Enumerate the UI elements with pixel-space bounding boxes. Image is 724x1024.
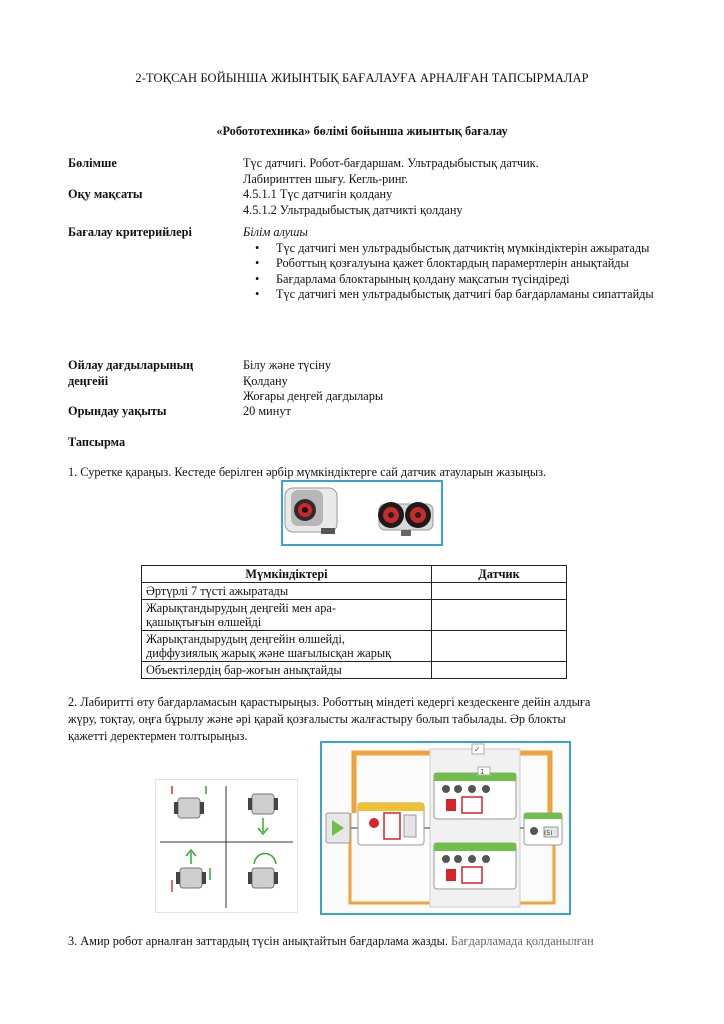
section-label: Бөлімше: [68, 156, 117, 170]
thinking-level-3: Жоғары деңгей дағдылары: [243, 389, 384, 403]
svg-text:✓: ✓: [474, 745, 481, 754]
question-2-line-2: жүру, тоқтау, оңға бұрылу және әрі қарай қозғалысты жалғастыру болып табылады. Әр блокты: [68, 712, 566, 726]
feature-text: диффузиялық жарық және шағылысқан жарық: [146, 646, 392, 660]
question-2-line-3: қажетті деректермен толтырыңыз.: [68, 729, 248, 743]
question-1: 1. Суретке қараңыз. Кестеде берілген әрбір мүмкіндіктерге сай датчик атауларын жазыңыз.: [68, 465, 547, 479]
sensor-switch-block-icon: [358, 803, 424, 845]
program-illustration: [322, 743, 569, 913]
table-row: [142, 583, 567, 600]
table-row: [142, 662, 567, 679]
thinking-label-1: Ойлау дағдыларының: [68, 358, 194, 372]
sensors-illustration: [283, 482, 441, 544]
question-2-line-1: 2. Лабиритті өту бағдарламасын қарастырыңыз. Роботтың міндеті кедергі кездескенге дейін алдыға: [68, 695, 591, 709]
document-subtitle: «Робототехника» бөлімі бойынша жиынтық бағалау: [216, 124, 508, 138]
col-features-header: Мүмкіндіктері: [142, 566, 432, 583]
table-row: [142, 600, 567, 631]
move-block-bottom-icon: [434, 843, 516, 889]
features-table: [141, 565, 567, 679]
task-heading: Тапсырма: [68, 435, 126, 449]
col-sensor-header: Датчик: [432, 566, 567, 583]
question-3: [68, 933, 658, 951]
maze-illustration: [156, 780, 297, 912]
feature-cell: [142, 631, 432, 662]
time-label: Орындау уақыты: [68, 404, 167, 418]
criteria-label: Бағалау критерийлері: [68, 225, 192, 239]
answer-box-top: [462, 797, 482, 813]
table-row: [142, 631, 567, 662]
maze-image: [155, 779, 298, 913]
feature-cell: [142, 662, 432, 679]
objective-1: 4.5.1.1 Түс датчигін қолдану: [243, 187, 393, 201]
thinking-level-1: Білу және түсіну: [243, 358, 332, 372]
objective-label: Оқу мақсаты: [68, 187, 143, 201]
criteria-item: • Түс датчигі мен ультрадыбыстық датчигі бар бағдарламаны сипаттайды: [243, 287, 657, 303]
criteria-list: [243, 241, 657, 303]
section-line-1: Түс датчигі. Робот-бағдаршам. Ультрадыбыстық датчик.: [243, 156, 539, 170]
feature-text: Әртүрлі 7 түсті ажыратады: [146, 584, 289, 598]
criteria-intro: Білім алушы: [243, 225, 308, 239]
color-sensor-icon: [285, 488, 337, 534]
feature-text: Жарықтандырудың деңгейін өлшейді,: [146, 632, 345, 646]
feature-text: Объектілердің бар-жоғын анықтайды: [146, 663, 342, 677]
section-line-2: Лабиринттен шығу. Кегль-ринг.: [243, 172, 409, 186]
question-3-main: 3. Амир робот арналған заттардың түсін анықтайтын бағдарлама жазды.: [68, 934, 448, 948]
end-block-icon: [524, 813, 562, 845]
thinking-label-2: деңгейі: [68, 374, 109, 388]
criteria-item: • Түс датчигі мен ультрадыбыстық датчиктің мүмкіндіктерін ажыратады: [243, 241, 657, 257]
feature-text: қашықтығын өлшейді: [146, 615, 262, 629]
answer-box-bottom: [462, 867, 482, 883]
objective-2: 4.5.1.2 Ультрадыбыстық датчикті қолдану: [243, 203, 463, 217]
sensor-answer-cell[interactable]: [432, 600, 567, 631]
criteria-item: • Бағдарлама блоктарының қолдану мақсатын түсіндіреді: [243, 272, 657, 288]
answer-box-left: [384, 813, 400, 839]
document-title: 2-ТОҚСАН БОЙЫНША ЖИЫНТЫҚ БАҒАЛАУҒА АРНАЛҒАН ТАПСЫРМАЛАР: [135, 71, 589, 85]
sensors-image: [281, 480, 443, 546]
ultrasonic-sensor-icon: [378, 502, 433, 536]
start-block-icon: [326, 813, 350, 843]
feature-text: Жарықтандырудың деңгейі мен ара-: [146, 601, 336, 615]
sensor-answer-cell[interactable]: [432, 583, 567, 600]
table-header-row: [142, 566, 567, 583]
thinking-level-2: Қолдану: [243, 374, 288, 388]
sensor-answer-cell[interactable]: [432, 662, 567, 679]
criteria-item: • Роботтың қозғалуына қажет блоктардың парамертлерін анықтайды: [243, 256, 657, 272]
program-value-top: 1: [480, 768, 485, 776]
feature-cell: [142, 600, 432, 631]
sensor-answer-cell[interactable]: [432, 631, 567, 662]
program-image: [320, 741, 571, 915]
question-3-tail: Бағдарламада қолданылған: [447, 934, 594, 948]
program-value-right: (5): [544, 830, 553, 837]
time-value: 20 минут: [243, 404, 291, 418]
feature-cell: [142, 583, 432, 600]
move-block-top-icon: [434, 773, 516, 819]
criteria-block: [243, 225, 657, 303]
